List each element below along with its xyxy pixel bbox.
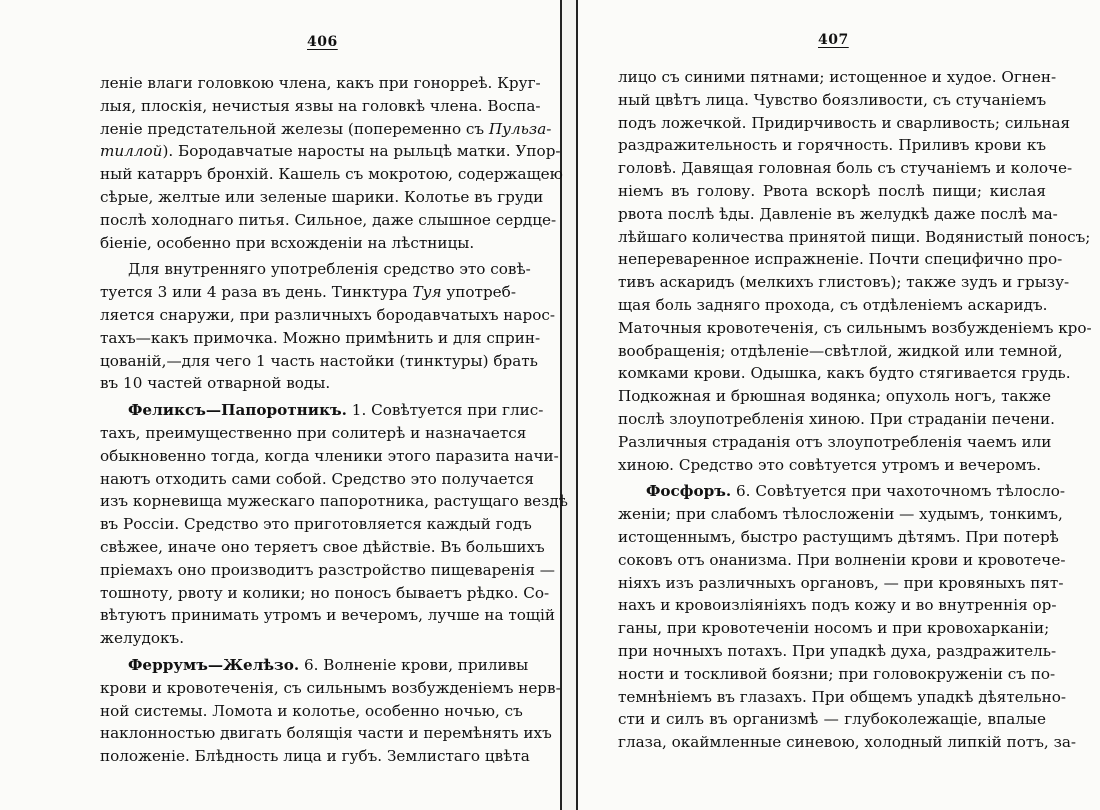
text-run: въ Россіи. Средство это приготовляется каждый годъ xyxy=(100,515,532,534)
text-line xyxy=(618,454,1046,477)
text-line xyxy=(618,362,1071,385)
entry-heading: Феликсъ—Папоротникъ. xyxy=(128,401,347,420)
text-run: лицо съ синими пятнами; истощенное и худое. Огнен- xyxy=(618,68,1057,86)
text-run: леніе влаги головкою члена, какъ при гонорреѣ. Круг- xyxy=(100,74,541,92)
text-run: послѣ холоднаго питья. Сильное, даже слышное сердце- xyxy=(100,210,557,229)
text-line xyxy=(618,66,1057,89)
text-line xyxy=(100,304,555,327)
text-run: вообращенія; отдѣленіе—свѣтлой, жидкой или темной, xyxy=(618,341,1063,360)
text-run: ный цвѣтъ лица. Чувство боязливости, съ стучаніемъ xyxy=(618,90,1047,109)
text-line xyxy=(100,654,529,677)
text-run: наклонностью двигать болящія части и перемѣнять ихъ xyxy=(100,724,552,743)
text-line xyxy=(100,372,510,395)
text-run: въ 10 частей отварной воды. xyxy=(100,374,331,393)
text-run: комками крови. Одышка, какъ будто стягивается грудь. xyxy=(618,364,1071,383)
text-run: Подкожная и брюшная водянка; опухоль ногъ, также xyxy=(618,387,1052,406)
text-run: цованій,—для чего 1 часть настойки (тинктуры) брать xyxy=(100,351,538,370)
text-run: соковъ отъ онанизма. При волненіи крови и кровотече- xyxy=(618,550,1066,569)
text-run: изъ корневища мужескаго папоротника, растущаго вездѣ xyxy=(100,492,568,511)
text-line xyxy=(618,526,1059,549)
book-gutter xyxy=(560,0,578,810)
text-line xyxy=(618,594,1057,617)
text-line xyxy=(100,627,510,650)
text-run: крови и кровотеченія, съ сильнымъ возбужденіемъ нерв- xyxy=(100,678,561,697)
text-run: вѣтуютъ принимать утромъ и вечеромъ, лучше на тощій xyxy=(100,606,555,625)
text-run: 6. Совѣтуется при чахоточномъ тѣлосло- xyxy=(731,482,1065,501)
text-run: нахъ и кровоизліяніяхъ подъ кожу и во внутреннія ор- xyxy=(618,596,1057,615)
text-line xyxy=(100,722,552,745)
text-line xyxy=(618,134,1046,157)
text-line xyxy=(618,549,1066,572)
text-run: ности и тоскливой боязни; при головокруженіи съ по- xyxy=(618,664,1056,683)
text-line xyxy=(100,350,538,373)
text-line xyxy=(618,271,1070,294)
text-line xyxy=(100,422,527,445)
text-run: Различныя страданія отъ злоупотребленія чаемъ или xyxy=(618,432,1052,451)
text-run: ніемъ въ голову. Рвота вскорѣ послѣ пищи; кислая xyxy=(618,181,1046,200)
text-run: темнѣніемъ въ глазахъ. При общемъ упадкѣ дѣятельно- xyxy=(618,687,1067,706)
text-line xyxy=(618,480,1065,503)
text-run: сѣрые, желтые или зеленые шарики. Колотье въ груди xyxy=(100,187,544,206)
text-line xyxy=(100,468,534,491)
text-line xyxy=(100,95,541,118)
text-line xyxy=(100,258,531,281)
text-line xyxy=(100,582,550,605)
text-line xyxy=(618,385,1052,408)
text-run: раздражительность и горячность. Приливъ крови къ xyxy=(618,136,1046,155)
text-line xyxy=(618,431,1052,454)
page-number-left: 406 xyxy=(307,34,338,50)
text-line xyxy=(100,490,568,513)
text-line xyxy=(618,686,1067,709)
left-page-text xyxy=(100,72,568,768)
text-run: наютъ отходить сами собой. Средство это получается xyxy=(100,469,534,488)
text-run: женіи; при слабомъ тѣлосложеніи — худымъ, тонкимъ, xyxy=(618,505,1063,524)
text-run: ный катарръ бронхій. Кашель съ мокротою, содержащею xyxy=(100,165,563,184)
text-line xyxy=(100,281,516,304)
text-run: 6. Волненіе крови, приливы xyxy=(299,655,529,674)
text-run: лѣйшаго количества принятой пищи. Водянистый поносъ; xyxy=(618,227,1091,246)
text-line xyxy=(618,572,1064,595)
text-line xyxy=(100,700,523,723)
text-line xyxy=(100,118,552,141)
text-line xyxy=(618,708,1046,731)
text-line xyxy=(618,157,1073,180)
text-run: глаза, окаймленные синевою, холодный липкій потъ, за- xyxy=(618,733,1077,752)
text-line xyxy=(618,663,1056,686)
text-line xyxy=(100,536,545,559)
text-run: послѣ злоупотребленія хиною. При страданіи печени. xyxy=(618,409,1055,428)
text-run: тивъ аскаридъ (мелкихъ глистовъ); также зудъ и грызу- xyxy=(618,273,1070,292)
entry-heading: Феррумъ—Желѣзо. xyxy=(128,655,300,674)
text-run: ніяхъ изъ различныхъ органовъ, — при кровяныхъ пят- xyxy=(618,573,1064,592)
text-run: хиною. Средство это совѣтуется утромъ и вечеромъ. xyxy=(618,455,1042,474)
text-line xyxy=(618,180,1046,203)
text-line xyxy=(618,203,1058,226)
text-line xyxy=(618,112,1071,135)
text-line xyxy=(100,399,544,422)
entry-heading: Фосфоръ. xyxy=(646,482,732,501)
text-run: при ночныхъ потахъ. При упадкѣ духа, раздражитель- xyxy=(618,641,1057,660)
text-line xyxy=(100,140,561,163)
text-run: истощеннымъ, быстро растущимъ дѣтямъ. При потерѣ xyxy=(618,527,1059,546)
text-line xyxy=(100,745,530,768)
italic-term: Пульза- xyxy=(488,119,552,138)
text-run: біеніе, особенно при всхожденіи на лѣстницы. xyxy=(100,233,475,252)
text-run: сти и силъ въ организмѣ — глубоколежащіе, впалые xyxy=(618,710,1046,729)
text-line xyxy=(100,186,544,209)
text-line xyxy=(618,503,1063,526)
text-line xyxy=(618,89,1046,112)
text-run: тошноту, рвоту и колики; но поносъ бываетъ рѣдко. Со- xyxy=(100,583,550,602)
page-number-right: 407 xyxy=(818,32,849,48)
text-line xyxy=(618,317,1092,340)
text-run: рвота послѣ ѣды. Давленіе въ желудкѣ даже послѣ ма- xyxy=(618,204,1058,223)
text-line xyxy=(618,226,1091,249)
text-run: ляется снаружи, при различныхъ бородавчатыхъ нарос- xyxy=(100,305,555,324)
text-run: лыя, плоскія, нечистыя язвы на головкѣ члена. Воспа- xyxy=(100,96,541,115)
text-run: ной системы. Ломота и колотье, особенно ночью, съ xyxy=(100,701,523,720)
text-run: желудокъ. xyxy=(100,629,185,648)
text-line xyxy=(100,604,555,627)
text-line xyxy=(100,559,555,582)
text-run: положеніе. Блѣдность лица и губъ. Землистаго цвѣта xyxy=(100,747,530,766)
text-run: Маточныя кровотеченія, съ сильнымъ возбужденіемъ кро- xyxy=(618,318,1092,337)
text-line xyxy=(100,513,532,536)
text-line xyxy=(618,617,1050,640)
text-run: свѣжее, иначе оно теряетъ свое дѣйствіе. Въ большихъ xyxy=(100,537,545,556)
text-run: 1. Совѣтуется при глис- xyxy=(346,401,544,420)
italic-term: Туя xyxy=(412,283,442,302)
text-run: головѣ. Давящая головная боль съ стучаніемъ и колоче- xyxy=(618,159,1073,178)
text-run: ганы, при кровотеченіи носомъ и при кровохарканіи; xyxy=(618,619,1050,638)
text-run: леніе предстательной железы (попеременно съ xyxy=(100,119,489,138)
text-line xyxy=(618,408,1055,431)
right-page-text xyxy=(618,66,1092,754)
text-line xyxy=(618,294,1046,317)
text-line xyxy=(100,327,541,350)
text-line xyxy=(618,731,1077,754)
italic-term: тиллой xyxy=(100,142,163,161)
text-line xyxy=(618,248,1063,271)
text-run: непереваренное испражненіе. Почти специфично про- xyxy=(618,250,1063,269)
text-line xyxy=(618,640,1057,663)
text-line xyxy=(618,340,1063,363)
text-run: туется 3 или 4 раза въ день. Тинктура xyxy=(100,283,413,302)
text-run: тахъ, преимущественно при солитерѣ и назначается xyxy=(100,423,527,442)
text-line xyxy=(100,163,563,186)
text-line xyxy=(100,232,510,255)
text-line xyxy=(100,209,557,232)
text-run: щая боль задняго прохода, съ отдѣленіемъ аскаридъ. xyxy=(618,295,1048,314)
text-line xyxy=(100,445,559,468)
text-line xyxy=(100,677,561,700)
text-run: ). Бородавчатые наросты на рыльцѣ матки. Упор- xyxy=(162,142,561,161)
text-run: тахъ—какъ примочка. Можно примѣнить и для сприн- xyxy=(100,328,541,347)
text-run: употреб- xyxy=(441,283,516,302)
text-line xyxy=(100,72,541,95)
text-run: обыкновенно тогда, когда членики этого паразита начи- xyxy=(100,446,559,465)
text-run: пріемахъ оно производитъ разстройство пищеваренія — xyxy=(100,560,555,579)
text-run: Для внутренняго употребленія средство это совѣ- xyxy=(128,260,531,279)
text-run: подъ ложечкой. Придирчивость и сварливость; сильная xyxy=(618,113,1071,132)
